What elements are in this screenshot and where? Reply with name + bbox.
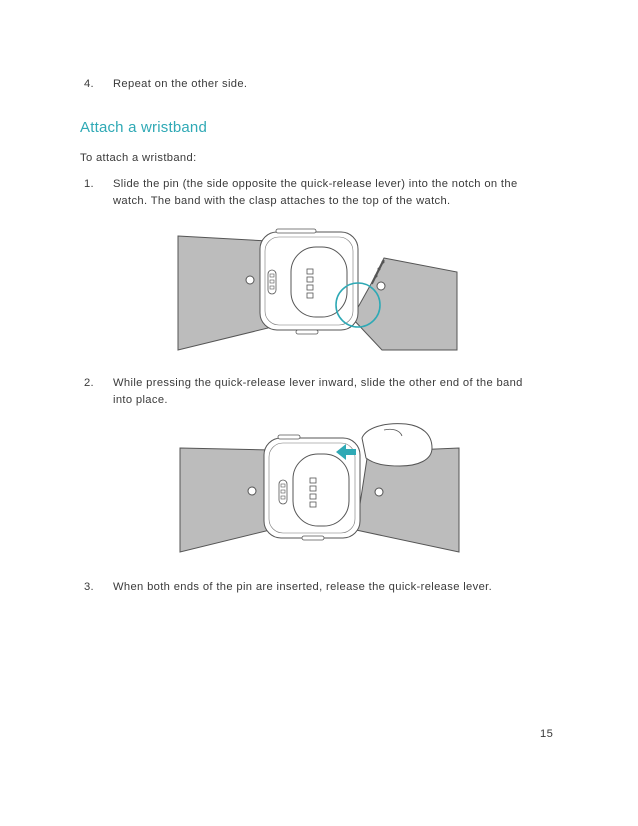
- step-3-number: 3.: [83, 581, 94, 593]
- step-2-line-1: While pressing the quick-release lever inward, slide the other end of the band: [113, 377, 523, 389]
- page-number: 15: [540, 728, 554, 740]
- watch-sensor: [293, 454, 349, 526]
- watch-sensor: [291, 247, 347, 317]
- step-2-line-2: into place.: [113, 394, 168, 406]
- section-title: Attach a wristband: [80, 119, 207, 136]
- figure-attach-band-pin: [176, 222, 460, 354]
- prev-step-number: 4.: [83, 78, 94, 90]
- right-band: [352, 258, 457, 350]
- left-band: [180, 448, 270, 552]
- step-1-line-2: watch. The band with the clasp attaches to the top of the watch.: [113, 195, 451, 207]
- section-intro: To attach a wristband:: [80, 152, 197, 164]
- prev-step-text: Repeat on the other side.: [113, 78, 248, 90]
- step-2-number: 2.: [83, 377, 94, 389]
- step-3-line-1: When both ends of the pin are inserted, release the quick-release lever.: [113, 581, 493, 593]
- left-band-hole: [246, 276, 254, 284]
- figure-press-lever: [178, 418, 462, 554]
- step-1-line-1: Slide the pin (the side opposite the quick-release lever) into the notch on the: [113, 178, 518, 190]
- left-band: [178, 236, 268, 350]
- right-band-hole: [375, 488, 383, 496]
- left-band-hole: [248, 487, 256, 495]
- step-1-number: 1.: [83, 178, 94, 190]
- finger: [362, 424, 432, 466]
- right-band-hole: [377, 282, 385, 290]
